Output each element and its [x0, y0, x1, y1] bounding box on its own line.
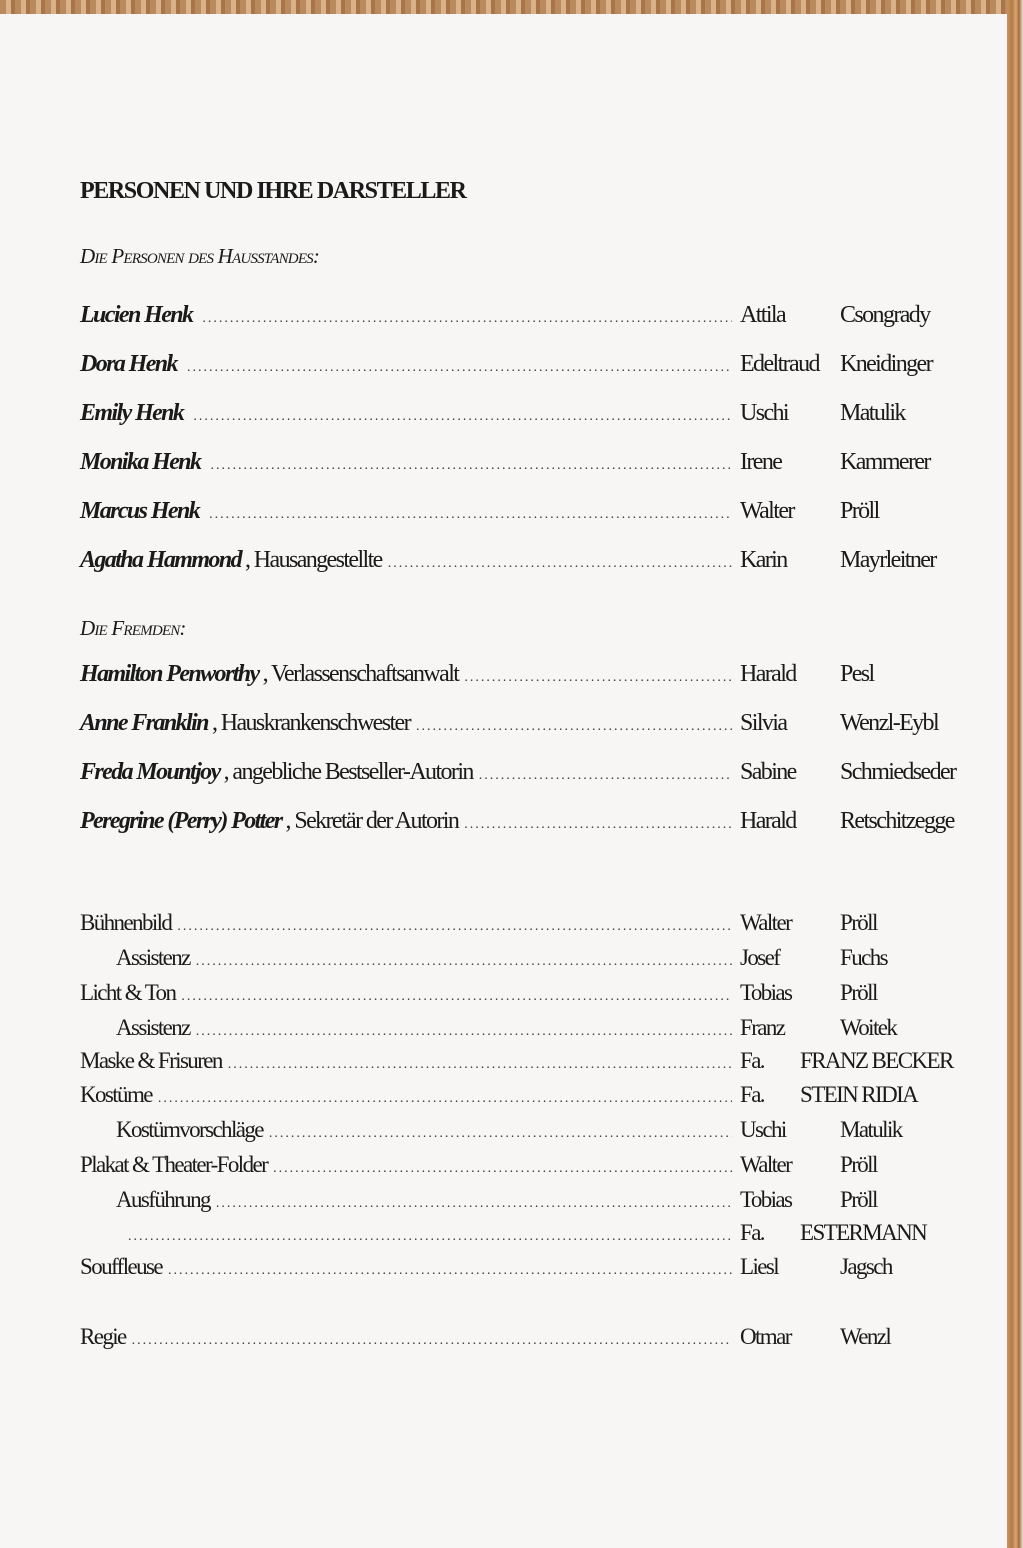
actor-first-name: Edeltraud [740, 351, 819, 377]
dot-leader [479, 768, 732, 784]
actor-last-name: Csongrady [840, 302, 930, 328]
crew-function: Assistenz [116, 945, 190, 970]
crew-row [80, 1220, 980, 1250]
crew-function: Licht & Ton [80, 980, 176, 1005]
director-label: Regie [80, 1324, 126, 1349]
cast-row [80, 661, 980, 695]
actor-first-name: Karin [740, 547, 787, 573]
dot-leader [128, 1229, 732, 1245]
role-description: , Hausangestellte [244, 547, 382, 573]
actor-last-name: Matulik [840, 400, 905, 426]
crew-last-name: Pröll [840, 1152, 877, 1177]
actor-last-name: Wenzl-Eybl [840, 710, 939, 736]
crew-row [80, 945, 980, 975]
dot-leader [228, 1057, 732, 1073]
role-name: Peregrine (Perry) Potter [80, 808, 282, 834]
crew-first-name: Fa. [740, 1048, 764, 1073]
crew-row [80, 1254, 980, 1284]
dot-leader [209, 507, 732, 523]
page-heading: PERSONEN UND IHRE DARSTELLER [80, 178, 466, 204]
actor-first-name: Irene [740, 449, 782, 475]
role-description [199, 498, 203, 524]
actor-last-name: Pesl [840, 661, 874, 687]
role-name: Agatha Hammond [80, 547, 241, 573]
crew-row [80, 1117, 980, 1147]
role-name: Monika Henk [80, 449, 201, 475]
crew-first-name: Franz [740, 1015, 785, 1040]
crew-function: Assistenz [116, 1015, 190, 1040]
crew-last-name: STEIN RIDIA [800, 1082, 918, 1107]
role-name: Marcus Henk [80, 498, 200, 524]
cast-row [80, 302, 980, 336]
cast-row [80, 351, 980, 385]
dot-leader [196, 1024, 732, 1040]
role-description: , angebliche Bestseller-Autorin [223, 759, 473, 785]
crew-last-name: ESTERMANN [800, 1220, 927, 1245]
role-name: Hamilton Penworthy [80, 661, 259, 687]
crew-first-name: Fa. [740, 1082, 764, 1107]
dot-leader [181, 989, 732, 1005]
actor-last-name: Pröll [840, 498, 879, 524]
crew-row [80, 910, 980, 940]
crew-first-name: Fa. [740, 1220, 764, 1245]
crew-first-name: Josef [740, 945, 780, 970]
dot-leader [388, 556, 732, 572]
dot-leader [196, 954, 732, 970]
actor-first-name: Uschi [740, 400, 788, 426]
dot-leader [216, 1196, 732, 1212]
crew-last-name: Pröll [840, 910, 877, 935]
dot-leader [177, 919, 732, 935]
actor-last-name: Retschitzegge [840, 808, 954, 834]
crew-first-name: Walter [740, 1152, 792, 1177]
cast-row [80, 759, 980, 793]
dot-leader [464, 817, 732, 833]
crew-function: Souffleuse [80, 1254, 162, 1279]
dot-leader [132, 1333, 732, 1349]
crew-first-name: Liesl [740, 1254, 778, 1279]
crew-row [80, 1152, 980, 1182]
actor-first-name: Harald [740, 661, 796, 687]
cast-row [80, 449, 980, 483]
role-name: Lucien Henk [80, 302, 193, 328]
director-last-name: Wenzl [840, 1324, 891, 1349]
crew-function: Plakat & Theater-Folder [80, 1152, 268, 1177]
role-description [183, 400, 187, 426]
crew-last-name: Pröll [840, 1187, 877, 1212]
dot-leader [416, 719, 732, 735]
strangers-heading: Die Fremden: [80, 616, 186, 640]
actor-last-name: Kneidinger [840, 351, 932, 377]
cast-row [80, 498, 980, 532]
crew-first-name: Tobias [740, 1187, 792, 1212]
role-description [200, 449, 204, 475]
crew-row [80, 980, 980, 1010]
crew-function: Kostümvorschläge [116, 1117, 263, 1142]
crew-function: Maske & Frisuren [80, 1048, 222, 1073]
crew-first-name: Walter [740, 910, 792, 935]
dot-leader [193, 409, 732, 425]
actor-first-name: Silvia [740, 710, 787, 736]
role-description [192, 302, 196, 328]
role-name: Dora Henk [80, 351, 177, 377]
crew-row [80, 1082, 980, 1112]
dot-leader [210, 458, 732, 474]
crew-row [80, 1187, 980, 1217]
crew-function: Kostüme [80, 1082, 152, 1107]
dot-leader [168, 1263, 732, 1279]
crew-last-name: Pröll [840, 980, 877, 1005]
crew-row [80, 1015, 980, 1045]
crew-first-name: Uschi [740, 1117, 786, 1142]
director-first-name: Otmar [740, 1324, 791, 1349]
cast-row [80, 400, 980, 434]
crew-first-name: Tobias [740, 980, 792, 1005]
household-heading: Die Personen des Hausstandes: [80, 244, 320, 268]
actor-first-name: Attila [740, 302, 786, 328]
role-description: , Sekretär der Autorin [285, 808, 459, 834]
director-row [80, 1324, 980, 1354]
actor-last-name: Schmiedseder [840, 759, 956, 785]
role-name: Emily Henk [80, 400, 184, 426]
role-description [177, 351, 181, 377]
crew-last-name: Fuchs [840, 945, 887, 970]
crew-last-name: Matulik [840, 1117, 902, 1142]
dot-leader [158, 1091, 732, 1107]
dot-leader [273, 1161, 732, 1177]
cast-row [80, 808, 980, 842]
crew-row [80, 1048, 980, 1078]
actor-first-name: Walter [740, 498, 794, 524]
dot-leader [464, 670, 732, 686]
actor-first-name: Harald [740, 808, 796, 834]
role-description: , Hauskrankenschwester [211, 710, 410, 736]
crew-function: Bühnenbild [80, 910, 172, 935]
role-name: Anne Franklin [80, 710, 208, 736]
decorative-border-right [1007, 0, 1023, 1548]
actor-last-name: Mayrleitner [840, 547, 936, 573]
actor-last-name: Kammerer [840, 449, 930, 475]
crew-function: Ausführung [116, 1187, 210, 1212]
role-description: , Verlassenschaftsanwalt [262, 661, 459, 687]
crew-last-name: Jagsch [840, 1254, 892, 1279]
dot-leader [202, 311, 732, 327]
cast-row [80, 710, 980, 744]
role-name: Freda Mountjoy [80, 759, 220, 785]
crew-last-name: Woitek [840, 1015, 897, 1040]
crew-last-name: FRANZ BECKER [800, 1048, 953, 1073]
cast-row [80, 547, 980, 581]
dot-leader [269, 1126, 732, 1142]
actor-first-name: Sabine [740, 759, 796, 785]
dot-leader [187, 360, 732, 376]
